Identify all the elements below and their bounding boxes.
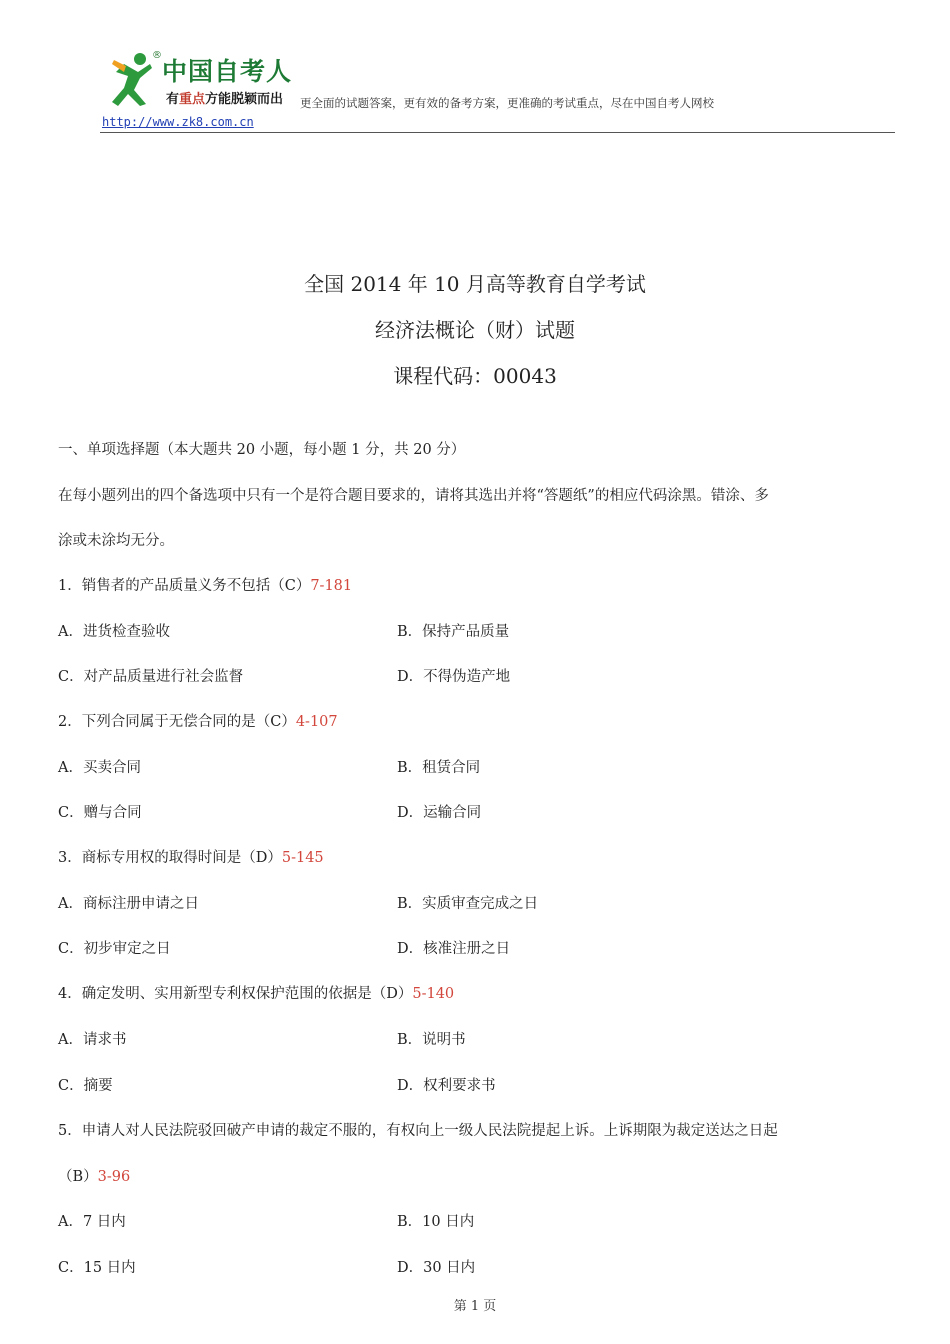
option-c: C．初步审定之日 (58, 941, 171, 957)
option-d: D．权利要求书 (397, 1078, 496, 1094)
instruction-line-2: 涂或未涂均无分。 (58, 533, 174, 549)
registered-mark: ® (152, 50, 162, 61)
option-d: D．运输合同 (397, 805, 482, 821)
slogan-highlight: 重点 (179, 92, 206, 107)
page-number: 第 1 页 (453, 1299, 497, 1314)
reference-code: 7-181 (310, 578, 353, 594)
question-text: 3．商标专用权的取得时间是（D） (58, 850, 282, 866)
slogan-post: 方能脱颖而出 (205, 92, 284, 107)
logo-slogan (166, 88, 283, 107)
question-text: 1．销售者的产品质量义务不包括（C） (58, 578, 311, 594)
question-stem (58, 846, 324, 867)
question-stem (58, 710, 338, 731)
option-b: B．租赁合同 (397, 760, 481, 776)
option-d: D．核准注册之日 (397, 941, 511, 957)
option-b: B．实质审查完成之日 (397, 896, 539, 912)
question-text: （B） (58, 1169, 98, 1185)
question-stem (58, 982, 454, 1003)
option-b: B．说明书 (397, 1032, 466, 1048)
option-c: C．15 日内 (58, 1260, 136, 1276)
reference-code: 5-145 (281, 850, 324, 866)
logo-name: 中国自考人 (162, 57, 293, 86)
running-figure-logo-icon (104, 50, 156, 108)
option-a: A．买卖合同 (58, 760, 141, 776)
exam-subject: 经济法概论（财）试题 (375, 318, 575, 342)
option-c: C．摘要 (58, 1078, 113, 1094)
option-c: C．赠与合同 (58, 805, 142, 821)
option-d: D．30 日内 (397, 1260, 476, 1276)
website-link[interactable]: http://www.zk8.com.cn (102, 115, 254, 129)
question-stem (58, 574, 352, 595)
slogan-pre: 有 (166, 92, 180, 107)
option-a: A．商标注册申请之日 (58, 896, 199, 912)
question-stem-continued (58, 1165, 130, 1186)
header-divider (100, 132, 895, 133)
option-d: D．不得伪造产地 (397, 669, 511, 685)
section-heading: 一、单项选择题（本大题共 20 小题，每小题 1 分，共 20 分） (58, 442, 466, 458)
page-header (100, 48, 895, 136)
question-text: 2．下列合同属于无偿合同的是（C） (58, 714, 296, 730)
reference-code: 4-107 (295, 714, 338, 730)
option-a: A．进货检查验收 (58, 624, 170, 640)
question-text: 4．确定发明、实用新型专利权保护范围的依据是（D） (58, 986, 413, 1002)
option-c: C．对产品质量进行社会监督 (58, 669, 244, 685)
option-b: B．10 日内 (397, 1214, 475, 1230)
option-b: B．保持产品质量 (397, 624, 510, 640)
exam-title: 全国 2014 年 10 月高等教育自学考试 (304, 272, 646, 296)
course-code: 课程代码：00043 (393, 364, 557, 388)
option-a: A．请求书 (58, 1032, 127, 1048)
reference-code: 5-140 (412, 986, 455, 1002)
reference-code: 3-96 (97, 1169, 131, 1185)
question-stem: 5．申请人对人民法院驳回破产申请的裁定不服的，有权向上一级人民法院提起上诉。上诉期限为裁定送达之日起 (58, 1123, 778, 1139)
header-tagline: 更全面的试题答案，更有效的备考方案，更准确的考试重点，尽在中国自考人网校 (300, 96, 714, 110)
option-a: A．7 日内 (58, 1214, 126, 1230)
instruction-line-1: 在每小题列出的四个备选项中只有一个是符合题目要求的，请将其选出并将“答题纸”的相应代码涂黑。错涂、多 (58, 488, 769, 504)
